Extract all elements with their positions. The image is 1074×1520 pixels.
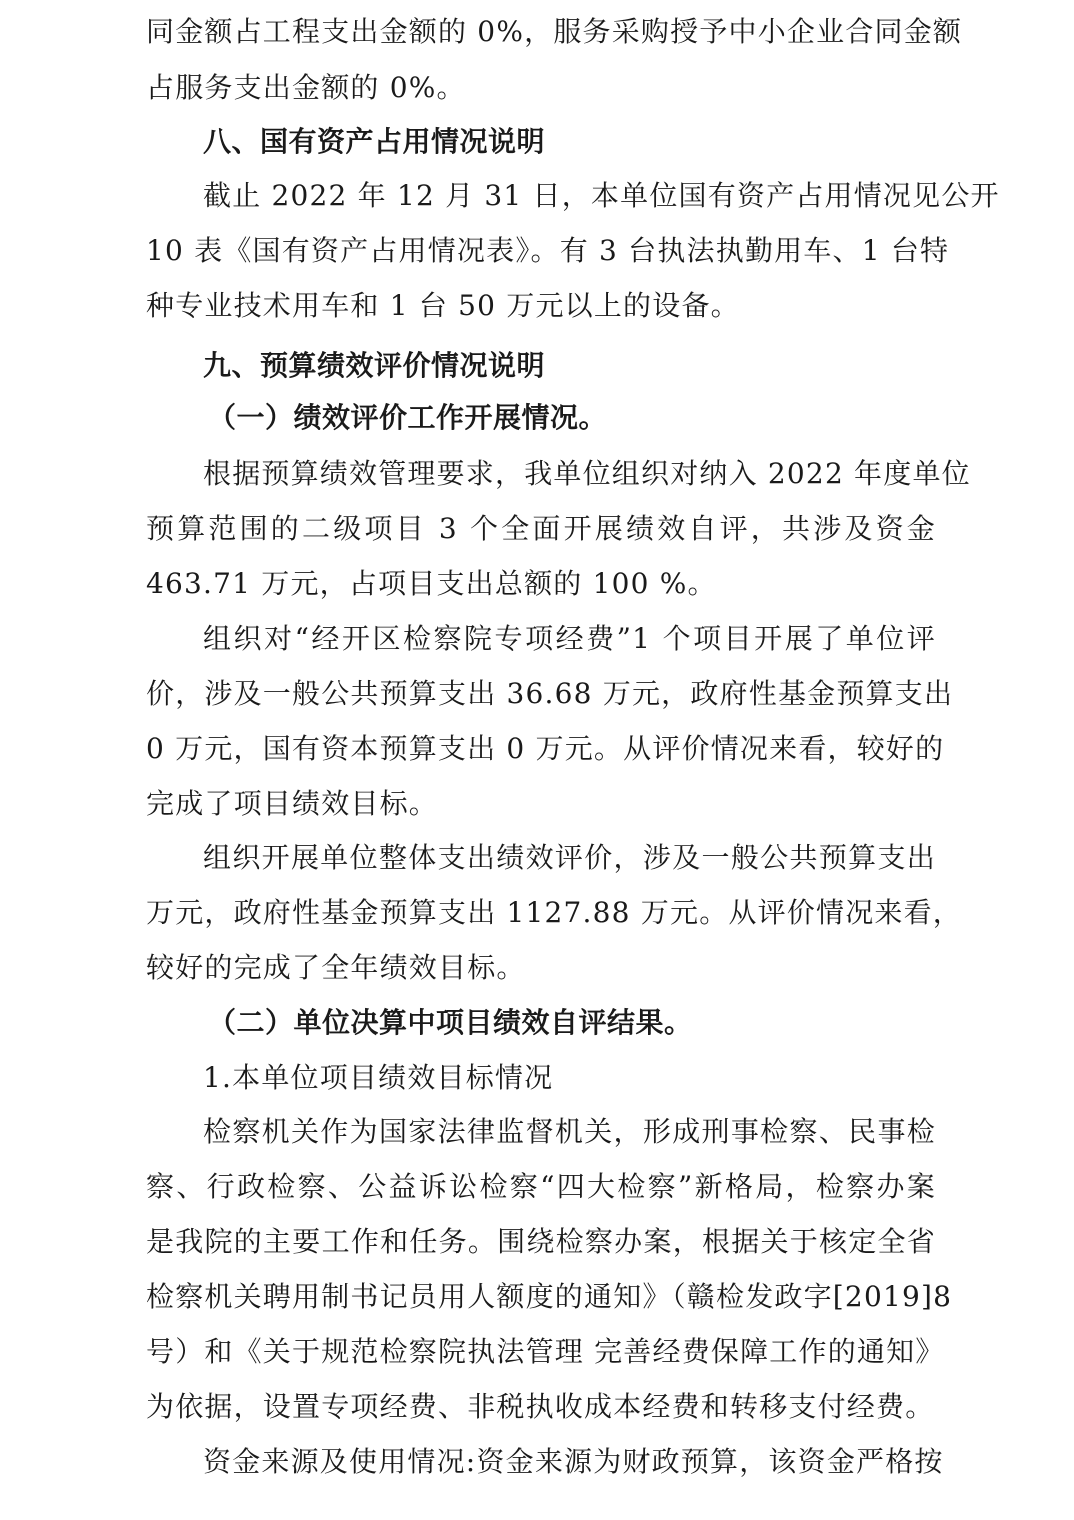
section-heading-8: 八、国有资产占用情况说明 — [203, 125, 546, 158]
paragraph-line: 是我院的主要工作和任务。围绕检察办案，根据关于核定全省 — [146, 1225, 936, 1258]
paragraph-line: 较好的完成了全年绩效目标。 — [146, 951, 526, 984]
paragraph-line: 组织对“经开区检察院专项经费”1 个项目开展了单位评 — [203, 622, 936, 655]
paragraph-line: 完成了项目绩效目标。 — [146, 787, 439, 820]
paragraph-line: 为依据，设置专项经费、非税执收成本经费和转移支付经费。 — [146, 1390, 935, 1423]
paragraph-line: 463.71 万元，占项目支出总额的 100 %。 — [146, 567, 717, 600]
paragraph-line: 0 万元，国有资本预算支出 0 万元。从评价情况来看，较好的 — [146, 732, 945, 765]
paragraph-line: 万元，政府性基金预算支出 1127.88 万元。从评价情况来看， — [146, 896, 962, 929]
paragraph-line: 检察机关作为国家法律监督机关，形成刑事检察、民事检 — [203, 1115, 936, 1148]
paragraph-line: 价，涉及一般公共预算支出 36.68 万元，政府性基金预算支出 — [146, 677, 954, 710]
paragraph-line: 组织开展单位整体支出绩效评价，涉及一般公共预算支出 — [203, 841, 936, 874]
paragraph-line: 预算范围的二级项目 3 个全面开展绩效自评，共涉及资金 — [146, 512, 936, 545]
paragraph-line: 察、行政检察、公益诉讼检察“四大检察”新格局，检察办案 — [146, 1170, 936, 1203]
paragraph-line: 种专业技术用车和 1 台 50 万元以上的设备。 — [146, 289, 740, 322]
paragraph-line: 号）和《关于规范检察院执法管理 完善经费保障工作的通知》 — [146, 1335, 945, 1368]
paragraph-line: 资金来源及使用情况:资金来源为财政预算，该资金严格按 — [203, 1445, 944, 1478]
numbered-heading: 1.本单位项目绩效目标情况 — [203, 1061, 554, 1094]
paragraph-line: 截止 2022 年 12 月 31 日，本单位国有资产占用情况见公开 — [203, 179, 1000, 212]
paragraph-line: 占服务支出金额的 0%。 — [146, 71, 466, 104]
paragraph-line: 根据预算绩效管理要求，我单位组织对纳入 2022 年度单位 — [203, 457, 971, 490]
section-heading-9: 九、预算绩效评价情况说明 — [203, 349, 546, 382]
subsection-heading-1: （一）绩效评价工作开展情况。 — [208, 401, 608, 434]
paragraph-line: 检察机关聘用制书记员用人额度的通知》（赣检发政字[2019]8 — [146, 1280, 953, 1313]
paragraph-line: 10 表《国有资产占用情况表》。有 3 台执法执勤用车、1 台特 — [146, 234, 950, 267]
paragraph-line: 同金额占工程支出金额的 0%，服务采购授予中小企业合同金额 — [146, 15, 963, 48]
subsection-heading-2: （二）单位决算中项目绩效自评结果。 — [208, 1006, 693, 1039]
